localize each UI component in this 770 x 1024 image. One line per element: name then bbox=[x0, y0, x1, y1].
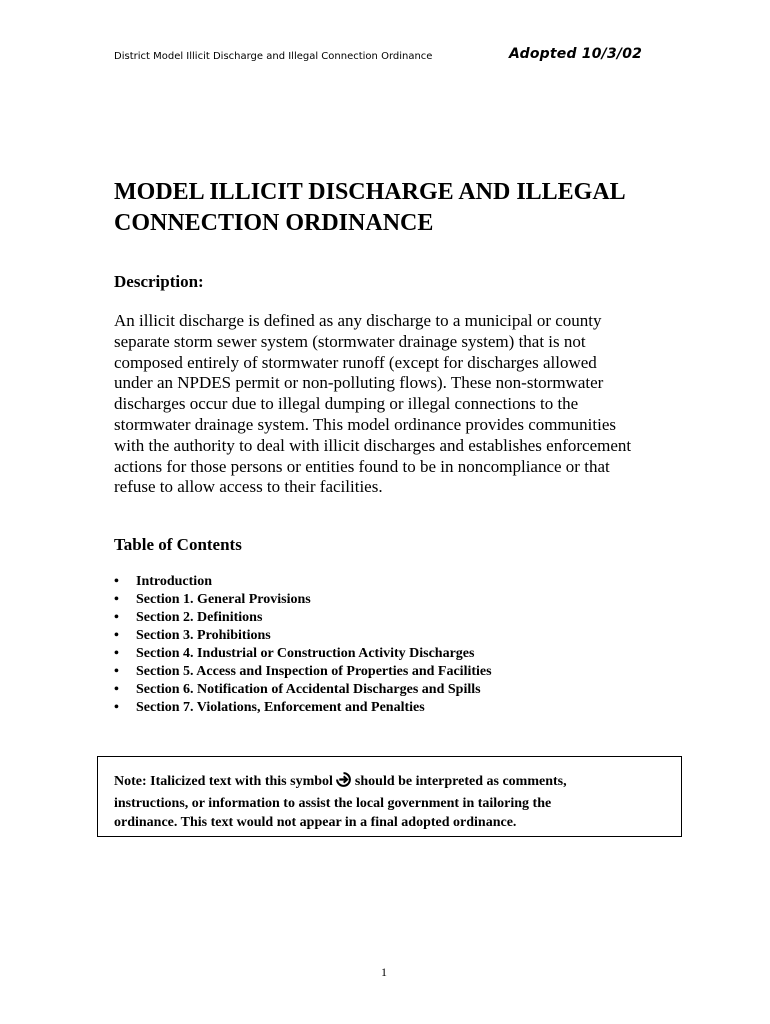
bullet-icon: • bbox=[114, 610, 119, 625]
title-line-1: MODEL ILLICIT DISCHARGE AND ILLEGAL bbox=[114, 179, 626, 205]
bullet-icon: • bbox=[114, 700, 119, 715]
note-text bbox=[114, 772, 674, 833]
note-line-3: ordinance. This text would not appear in a final adopted ordinance. bbox=[114, 815, 517, 830]
bullet-icon: • bbox=[114, 646, 119, 661]
bullet-icon: • bbox=[114, 682, 119, 697]
toc-item-label: Section 4. Industrial or Construction Activity Discharges bbox=[136, 646, 475, 661]
title-line-2: CONNECTION ORDINANCE bbox=[114, 210, 434, 236]
description-line: with the authority to deal with illicit discharges and establishes enforcement bbox=[114, 435, 632, 455]
description-line: stormwater drainage system. This model ordinance provides communities bbox=[114, 414, 617, 434]
note-line-1-start: Note: Italicized text with this symbol bbox=[114, 774, 337, 789]
document-title bbox=[114, 177, 714, 239]
description-heading: Description: bbox=[114, 272, 204, 291]
toc-item bbox=[114, 645, 492, 663]
circled-right-arrow-icon bbox=[336, 772, 351, 794]
toc-heading: Table of Contents bbox=[114, 535, 242, 554]
bullet-icon: • bbox=[114, 664, 119, 679]
toc-item bbox=[114, 663, 492, 681]
toc-item-label: Section 7. Violations, Enforcement and Penalties bbox=[136, 700, 425, 715]
note-line-2: instructions, or information to assist the local government in tailoring the bbox=[114, 795, 552, 811]
description-line: composed entirely of stormwater runoff (except for discharges allowed bbox=[114, 352, 597, 372]
note-line-1-end: should be interpreted as comments, bbox=[351, 774, 567, 789]
toc-item-label: Introduction bbox=[136, 574, 212, 589]
header-document-title: District Model Illicit Discharge and Illegal Connection Ordinance bbox=[114, 51, 433, 62]
page-number: 1 bbox=[381, 965, 387, 979]
toc-item bbox=[114, 591, 492, 609]
description-line: refuse to allow access to their facilities. bbox=[114, 477, 383, 497]
note-box bbox=[97, 756, 682, 837]
description-paragraph bbox=[114, 311, 674, 498]
description-line: under an NPDES permit or non-polluting flows). These non-stormwater bbox=[114, 373, 604, 393]
toc-item-label: Section 3. Prohibitions bbox=[136, 628, 271, 643]
description-line: actions for those persons or entities found to be in noncompliance or that bbox=[114, 456, 610, 476]
header-adopted-date: Adopted 10/3/02 bbox=[509, 46, 643, 62]
description-line: separate storm sewer system (stormwater drainage system) that is not bbox=[114, 331, 586, 351]
note-line-1 bbox=[114, 772, 674, 794]
description-line: discharges occur due to illegal dumping or illegal connections to the bbox=[114, 394, 579, 414]
description-line: An illicit discharge is defined as any discharge to a municipal or county bbox=[114, 311, 602, 330]
bullet-icon: • bbox=[114, 592, 119, 607]
toc-item-label: Section 1. General Provisions bbox=[136, 592, 311, 607]
bullet-icon: • bbox=[114, 628, 119, 643]
toc-item bbox=[114, 609, 492, 627]
toc-item-label: Section 5. Access and Inspection of Properties and Facilities bbox=[136, 664, 492, 679]
toc-item-label: Section 2. Definitions bbox=[136, 610, 263, 625]
toc-item-label: Section 6. Notification of Accidental Discharges and Spills bbox=[136, 682, 481, 697]
toc-item bbox=[114, 573, 492, 591]
toc-item bbox=[114, 699, 492, 717]
toc-list bbox=[114, 573, 492, 717]
bullet-icon: • bbox=[114, 574, 119, 589]
toc-item bbox=[114, 627, 492, 645]
toc-item bbox=[114, 681, 492, 699]
